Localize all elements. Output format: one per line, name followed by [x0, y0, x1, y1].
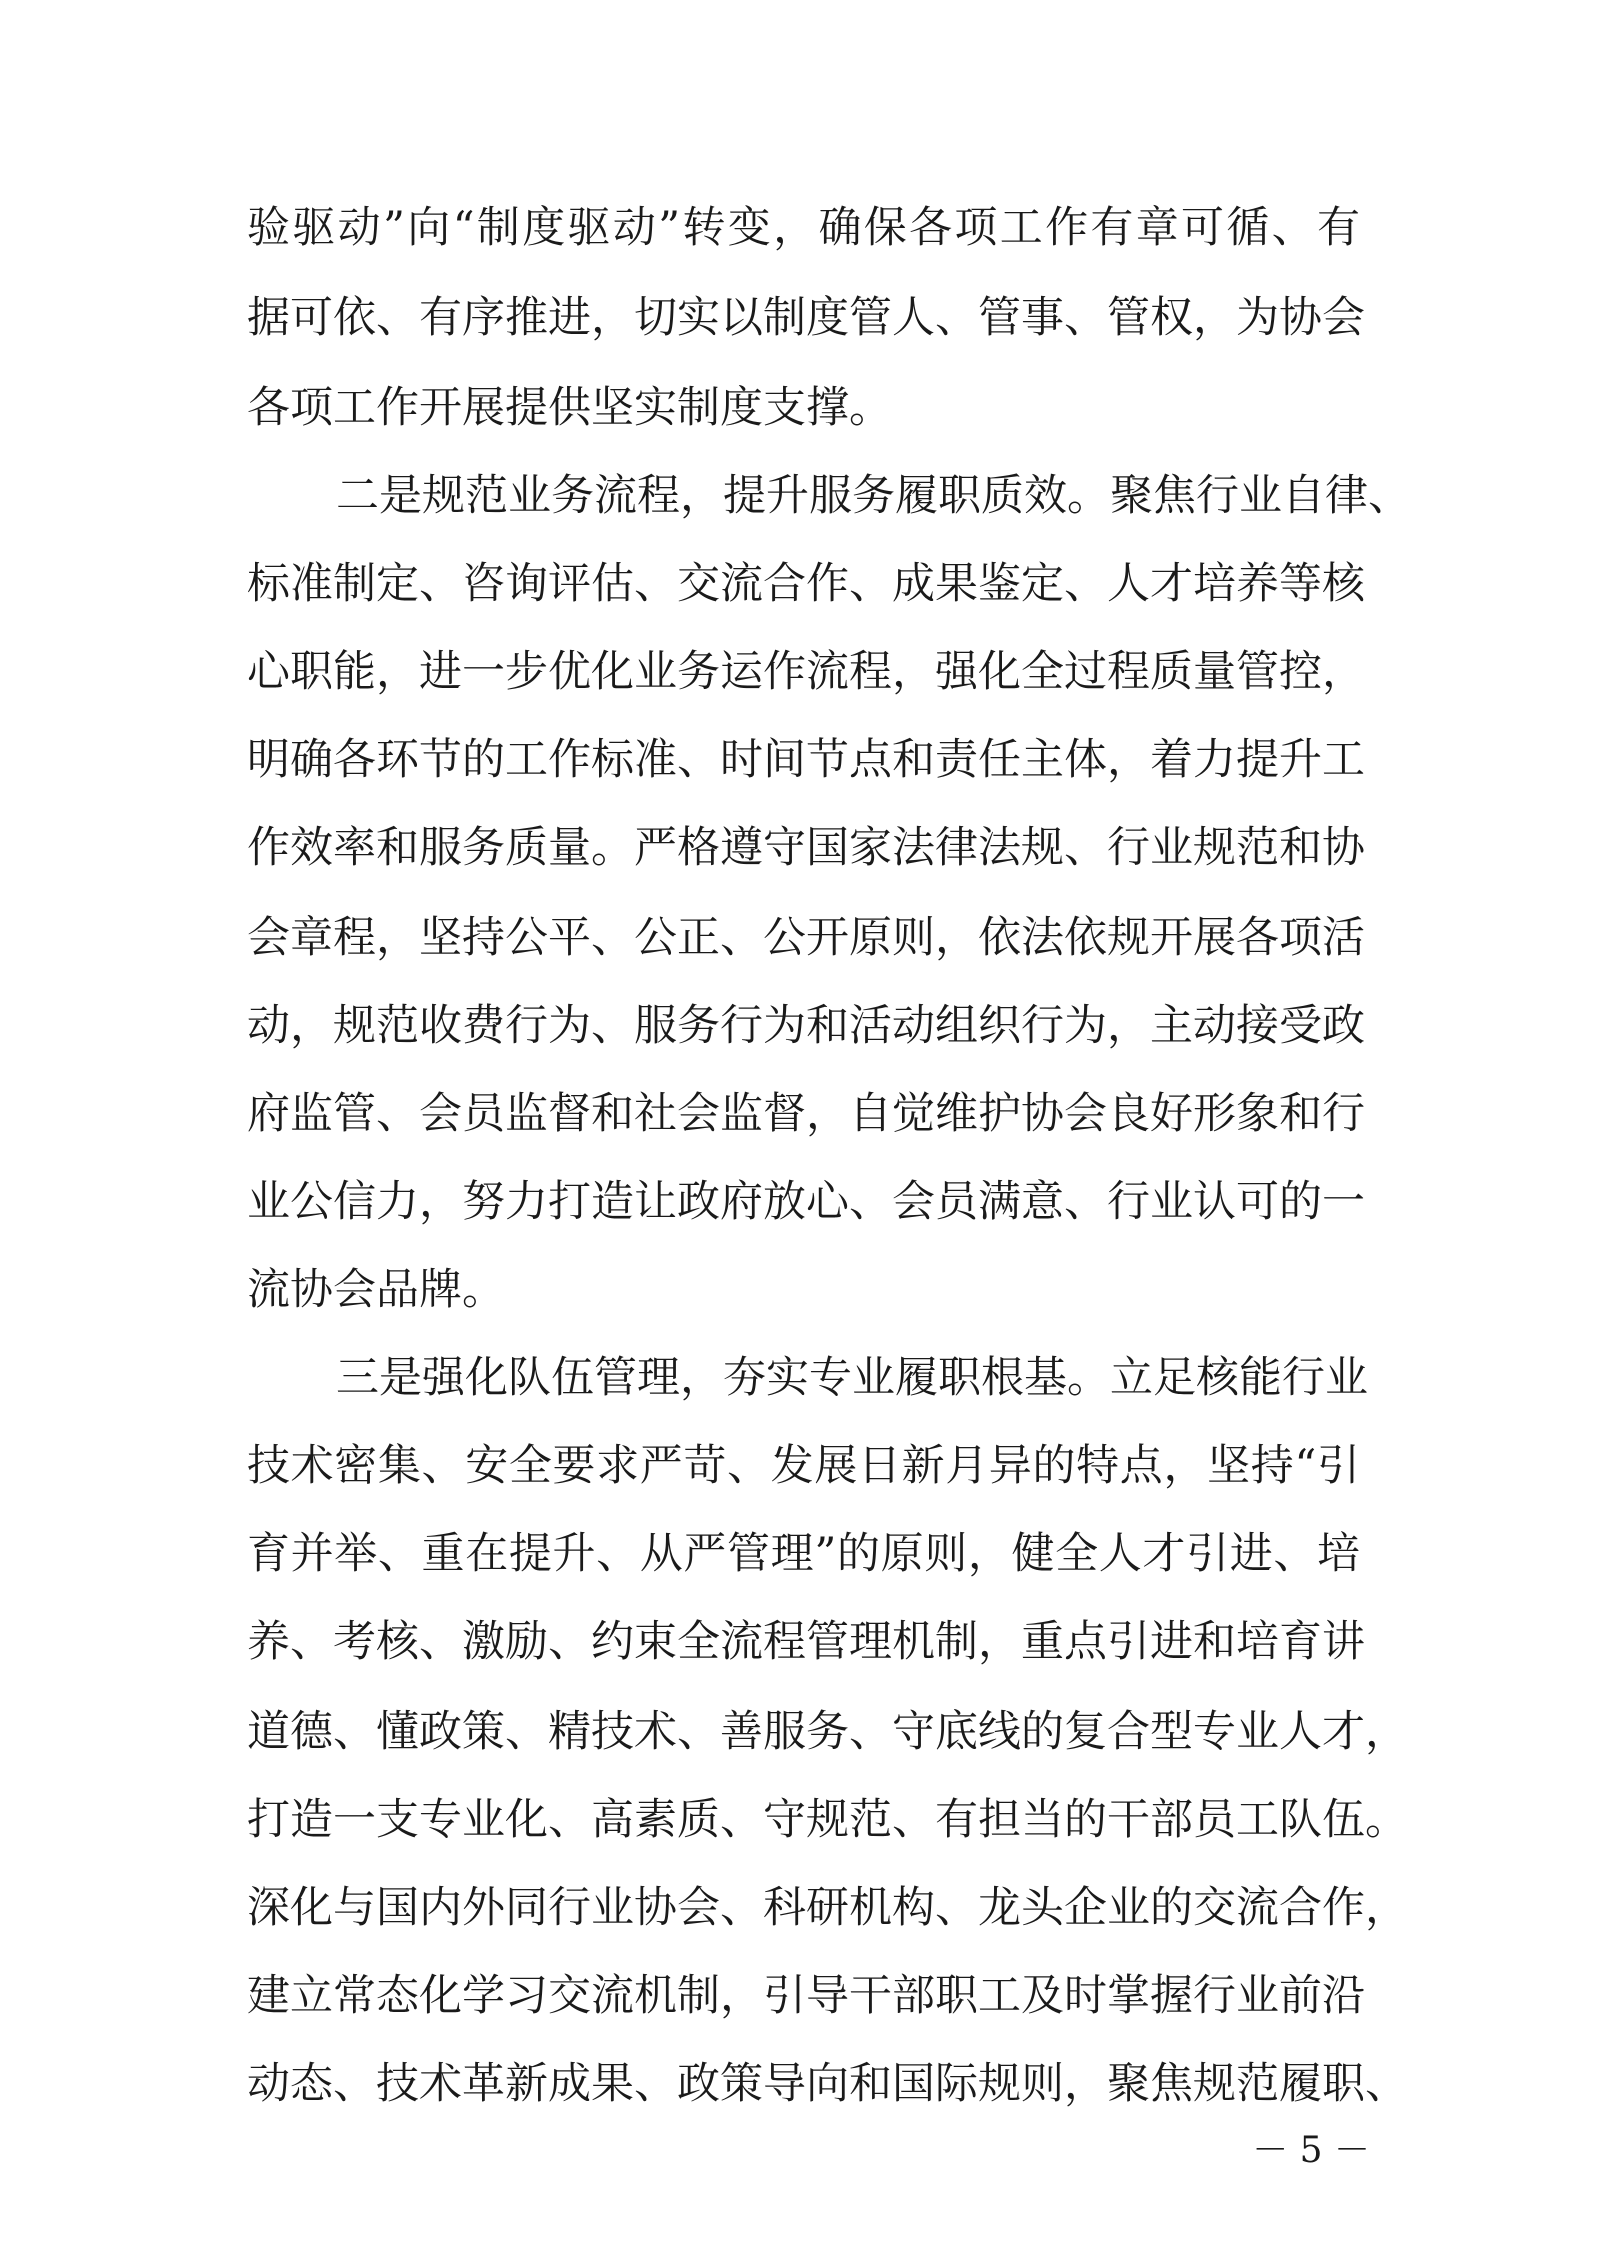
paragraph-2-line-3: 心职能，进一步优化业务运作流程，强化全过程质量管控， — [247, 647, 1365, 697]
paragraph-3-line-3: 育并举、重在提升、从严管理”的原则，健全人才引进、培 — [247, 1529, 1360, 1579]
page-number: － 5 － — [1252, 2130, 1370, 2171]
paragraph-2-line-4: 明确各环节的工作标准、时间节点和责任主体，着力提升工 — [247, 735, 1365, 785]
paragraph-3-line-4: 养、考核、激励、约束全流程管理机制，重点引进和培育讲 — [247, 1617, 1365, 1667]
paragraph-1-line-3: 各项工作开展提供坚实制度支撑。 — [247, 383, 892, 433]
paragraph-2-line-1: 二是规范业务流程，提升服务履职质效。聚焦行业自律、 — [336, 471, 1411, 521]
paragraph-3-line-1: 三是强化队伍管理，夯实专业履职根基。立足核能行业 — [336, 1353, 1368, 1403]
paragraph-2-line-2: 标准制定、咨询评估、交流合作、成果鉴定、人才培养等核 — [247, 559, 1365, 609]
paragraph-2-line-7: 动，规范收费行为、服务行为和活动组织行为，主动接受政 — [247, 1001, 1365, 1051]
paragraph-2-line-10: 流协会品牌。 — [247, 1265, 505, 1315]
paragraph-3-line-5: 道德、懂政策、精技术、善服务、守底线的复合型专业人才， — [247, 1707, 1408, 1757]
paragraph-3-line-6: 打造一支专业化、高素质、守规范、有担当的干部员工队伍。 — [247, 1795, 1408, 1845]
paragraph-2-line-6: 会章程，坚持公平、公正、公开原则，依法依规开展各项活 — [247, 913, 1365, 963]
paragraph-3-line-8: 建立常态化学习交流机制，引导干部职工及时掌握行业前沿 — [247, 1971, 1365, 2021]
paragraph-3-line-2: 技术密集、安全要求严苛、发展日新月异的特点，坚持“引 — [247, 1441, 1360, 1491]
paragraph-1-line-2: 据可依、有序推进，切实以制度管人、管事、管权，为协会 — [247, 293, 1365, 343]
paragraph-1-line-1: 验驱动”向“制度驱动”转变，确保各项工作有章可循、有 — [247, 203, 1360, 253]
paragraph-3-line-7: 深化与国内外同行业协会、科研机构、龙头企业的交流合作， — [247, 1883, 1408, 1933]
paragraph-2-line-5: 作效率和服务质量。严格遵守国家法律法规、行业规范和协 — [247, 823, 1365, 873]
paragraph-2-line-9: 业公信力，努力打造让政府放心、会员满意、行业认可的一 — [247, 1177, 1365, 1227]
paragraph-3-line-9: 动态、技术革新成果、政策导向和国际规则，聚焦规范履职、 — [247, 2059, 1408, 2109]
paragraph-2-line-8: 府监管、会员监督和社会监督，自觉维护协会良好形象和行 — [247, 1089, 1365, 1139]
